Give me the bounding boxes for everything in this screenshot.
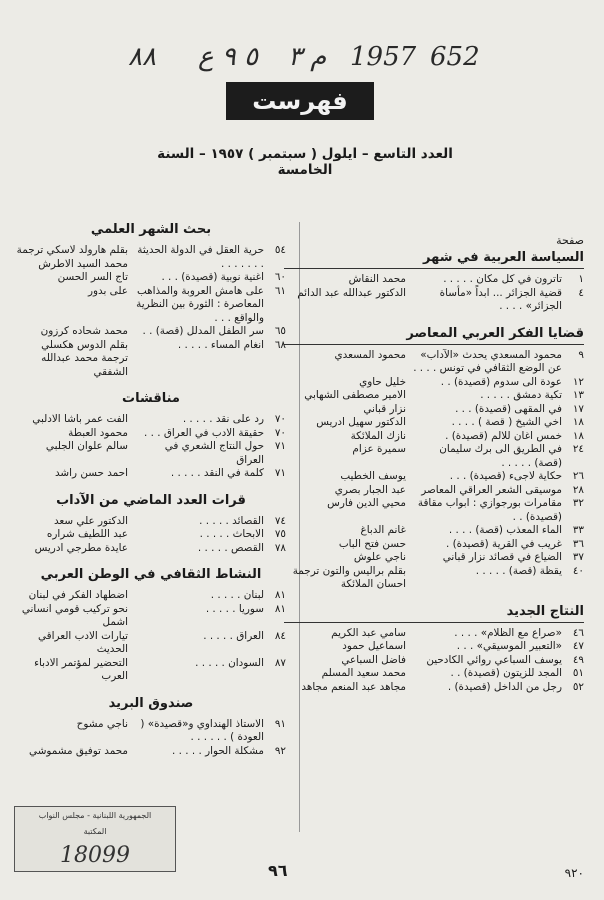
toc-entry [284,349,584,376]
entry-title: كلمة في النقد . . . . . [170,467,264,479]
entry-page-number: ٥١ [572,667,584,679]
entry-author: عايدة مطرجي ادريس [34,541,128,554]
entry-page-number: ٧٨ [274,541,286,554]
entry-page-number: ٩١ [274,717,286,730]
entry-author: سالم علوان الجلبي [45,440,128,452]
entry-page-number: ١ [578,273,584,285]
entry-page-number: ١٣ [572,389,584,401]
toc-entry [284,389,584,403]
toc-entry [284,470,584,484]
section-title: مناقشات [122,391,180,406]
toc-section [16,387,286,481]
entry-page-number: ٨٧ [274,656,286,669]
entry-author: نازك الملائكة [350,429,406,442]
entry-title: القصص . . . . . [197,541,264,554]
stamp-registration-number: 18099 [60,842,130,868]
entry-author: غانم الدباغ [360,524,406,536]
entry-author: مجاهد عبد المنعم مجاهد [301,680,406,693]
entry-author: يوسف الخطيب [340,470,406,482]
toc-entry [284,376,584,390]
entry-author: الدكتور عبدالله عبد الدائم [297,286,406,299]
entry-title: الضياع في قصائد نزار قباني [442,551,562,563]
entry-author: محمود العبطة [68,426,128,439]
entry-author: بقلم الدوس هكسلي ترجمة محمد عبدالله الشفقي [41,338,128,378]
entry-title: تكية دمشق . . . . . [480,389,562,401]
toc-entry [284,524,584,538]
entry-author: اضطهاد الفكر في لبنان [28,589,128,601]
entry-title: السودان . . . . . [195,656,264,669]
handwritten-catalog-notes [120,28,480,84]
entry-author: محمد سعيد المسلم [321,667,406,679]
section-title: السياسة العربية في شهر [284,246,584,269]
entry-page-number: ٤٠ [572,564,584,577]
toc-entry [284,443,584,470]
entry-title: موسيقى الشعر العراقي المعاصر [421,483,562,496]
toc-entry [16,325,286,339]
toc-entry [16,542,286,556]
entry-page-number: ٤٦ [572,626,584,639]
entry-author: فاضل السباعي [341,653,406,666]
entry-author: محيي الدين فارس [327,497,406,509]
entry-author: سميرة عزام [352,443,406,455]
entry-page-number: ٤٩ [572,653,584,666]
entry-page-number: ٤٧ [572,640,584,652]
toc-entry [16,630,286,657]
entry-title: حرية العقل في الدولة الحديثة . . . . . . . [137,244,264,270]
toc-entry [16,413,286,427]
entry-page-number: ٢٦ [572,470,584,482]
entry-title: قضية الجزائر ... ابداً «مأساة الجزائر» . . . . [439,286,562,312]
entry-author: محمد شحاده كرزون [40,325,128,337]
toc-entry [284,640,584,654]
entry-page-number: ٦٥ [274,325,286,337]
entry-author: احمد حسن راشد [54,467,128,479]
entry-title: الاستاذ الهنداوي و«قصيدة» ( العودة ) . . . . . . [140,717,264,743]
entry-page-number: ٣٦ [572,537,584,550]
entry-author: ناجي مشوح [76,717,128,730]
entry-title: حول النتاج الشعري في العراق [164,440,264,466]
toc-entry [284,403,584,417]
toc-left-column [16,218,286,766]
entry-page-number: ٣٢ [572,497,584,509]
toc-section [16,692,286,759]
toc-section [16,218,286,379]
section-title: صندوق البريد [108,695,194,711]
toc-entry [16,718,286,745]
entry-page-number: ٧١ [274,467,286,479]
entry-title: «صراع مع الظلام» . . . . [454,626,562,639]
entry-title: خمس اغان للالم (قصيدة) . [445,429,562,442]
entry-title: في الطريق الى برك سليمان (قصة) . . . . . [439,443,562,469]
toc-section [16,563,286,684]
page-number-right: ٩٢٠ [564,866,584,880]
toc-section [284,246,584,314]
toc-entry [16,528,286,542]
toc-entry [284,430,584,444]
entry-title: اغنية نوبية (قصيدة) . . . [161,271,264,283]
stamp-line-1: الجمهورية اللبنانية - مجلس النواب [38,810,152,820]
entry-title: اخي الشيخ ( قصة ) . . . . [451,416,562,428]
library-stamp [14,806,176,872]
entry-title: تاترون في كل مكان . . . . . [443,273,562,285]
section-title: بحث الشهر العلمي [90,222,212,237]
entry-page-number: ٩ [578,348,584,361]
toc-entry [284,627,584,641]
entry-title: الماء المعذب (قصة) . . . . [448,524,562,536]
entry-page-number: ٢٨ [572,483,584,496]
entry-page-number: ٦٠ [274,271,286,283]
entry-page-number: ١٢ [572,375,584,388]
entry-title: يقظة (قصة) . . . . . [475,564,562,577]
entry-title: سوريا . . . . . [205,602,264,615]
entry-title: مشكلة الحوار . . . . . [172,744,264,757]
entry-title: في المقهى (قصيدة) . . . [455,402,562,415]
entry-page-number: ١٧ [572,402,584,415]
toc-entry [284,484,584,498]
toc-entry [284,416,584,430]
toc-section [284,322,584,592]
entry-title: المجد للزيتون (قصيدة) . . [450,667,562,679]
entry-page-number: ٧٠ [274,413,286,425]
entry-title: «التعبير الموسيقي» . . . [456,640,562,652]
entry-page-number: ٥٤ [274,244,286,256]
entry-page-number: ٨١ [274,602,286,615]
entry-author: عبد اللطيف شراره [46,528,128,540]
page-number-left: ٩٦ [268,861,288,880]
entry-title: القصائد . . . . . [199,514,264,527]
entry-title: مقامرات بورجوازي : ابواب مقاقة (قصيدة) . . [417,497,562,523]
section-title: النتاج الجديد [284,600,584,623]
entry-page-number: ٧١ [274,440,286,452]
page-title: فهرست [226,82,374,120]
handwritten-year: 1957 [350,42,417,72]
entry-author: محمد توفيق مشموشي [29,744,128,757]
toc-entry [284,538,584,552]
toc-entry [284,565,584,592]
toc-entry [16,745,286,759]
entry-author: بقلم هارولد لاسكي ترجمة محمد السيد الاطرش [16,244,128,270]
entry-author: محمد النقاش [348,273,406,285]
entry-page-number: ٧٠ [274,426,286,439]
toc-entry [16,589,286,603]
entry-page-number: ٨١ [274,589,286,601]
entry-title: عودة الى سدوم (قصيدة) . . [440,375,562,388]
entry-page-number: ٣٧ [572,551,584,563]
handwritten-codes: ٥ ٩ ع [198,42,258,72]
entry-page-number: ٧٥ [274,528,286,540]
entry-author: محمود المسعدي [334,348,406,361]
entry-author: الامير مصطفى الشهابي [304,389,406,401]
toc-entry [284,497,584,524]
toc-entry [284,273,584,287]
toc-entry [16,427,286,441]
entry-title: غريب في القرية (قصيدة) . [445,537,562,550]
entry-author: حسن فتح الباب [338,537,406,550]
entry-author: اسماعيل حمود [342,640,406,652]
entry-author: خليل حاوي [359,375,406,388]
entry-title: حقيقة الادب في العراق . . . [144,426,264,439]
entry-title: رد على نقد . . . . . [182,413,264,425]
entry-author: بقلم براليس والتون ترجمة احسان الملائكة [292,564,406,590]
handwritten-left: ٨٨ [128,42,156,72]
toc-entry [284,287,584,314]
toc-entry [16,467,286,481]
entry-page-number: ٧٤ [274,514,286,527]
entry-page-number: ٢٤ [572,443,584,455]
entry-author: الدكتور سهيل ادريس [316,416,406,428]
toc-entry [16,603,286,630]
page-column-label: صفحة [556,234,584,247]
entry-page-number: ٦٨ [274,338,286,351]
entry-title: انغام المساء . . . . . [177,338,264,351]
entry-author: على بدور [88,284,128,297]
entry-page-number: ١٨ [572,416,584,428]
entry-title: الابحاث . . . . . [199,528,264,540]
entry-page-number: ٤ [578,286,584,299]
entry-page-number: ١٨ [572,429,584,442]
toc-entry [16,515,286,529]
entry-page-number: ٦١ [274,284,286,297]
entry-title: حكاية لاجىء (قصيدة) . . . [449,470,562,482]
entry-title: على هامش العروبة والمذاهب المعاصرة : الثورة بين النظرية والواقع . . . [136,284,264,324]
entry-author: تاج السر الحسن [57,271,128,283]
section-title: قرات العدد الماضي من الآداب [56,492,246,508]
entry-author: تيارات الادب العراقي الحديث [37,629,128,655]
entry-title: رجل من الداخل (قصيدة) . [447,680,562,693]
toc-section [16,489,286,556]
entry-author: الفت عمر باشا الادلبي [32,413,128,425]
entry-title: سر الطفل المدلل (قصة) . . [142,325,264,337]
entry-page-number: ٨٤ [274,629,286,642]
toc-entry [284,654,584,668]
entry-page-number: ٥٢ [572,680,584,693]
handwritten-mid: م ٣ [288,42,327,72]
toc-section [284,600,584,695]
toc-right-column [284,246,584,702]
entry-author: عبد الجبار بصري [334,483,406,496]
toc-entry [284,681,584,695]
entry-author: ناجي علوش [353,551,406,563]
entry-author: نحو تركيب قومي انساني اشمل [21,602,128,628]
issue-subtitle: العدد التاسع – ايلول ( سبتمبر ) ١٩٥٧ – السنة الخامسة [157,146,453,178]
toc-entry [16,244,286,271]
section-title: النشاط الثقافي في الوطن العربي [40,567,262,582]
entry-title: العراق . . . . . [203,629,264,642]
entry-author: الدكتور علي سعد [53,514,128,527]
entry-title: لبنان . . . . . [210,589,264,601]
toc-entry [16,339,286,380]
entry-title: محمود المسعدي يحدث «الآداب» عن الوضع الثقافي في تونس . . . . [413,348,562,374]
toc-entry [284,667,584,681]
handwritten-right: 652 [430,42,480,72]
toc-entry [284,551,584,565]
toc-entry [16,285,286,326]
section-title: قضايا الفكر العربي المعاصر [284,322,584,345]
entry-page-number: ٣٣ [572,524,584,536]
stamp-line-2: المكتبة [83,826,107,836]
entry-page-number: ٩٢ [274,744,286,757]
entry-author: التحضير لمؤتمر الادباء العرب [34,656,128,682]
toc-entry [16,657,286,684]
toc-entry [16,440,286,467]
entry-author: سامي عبد الكريم [331,626,406,639]
toc-entry [16,271,286,285]
entry-author: نزار قباني [363,402,406,415]
entry-title: يوسف السباعي روائي الكادحين [426,653,562,666]
